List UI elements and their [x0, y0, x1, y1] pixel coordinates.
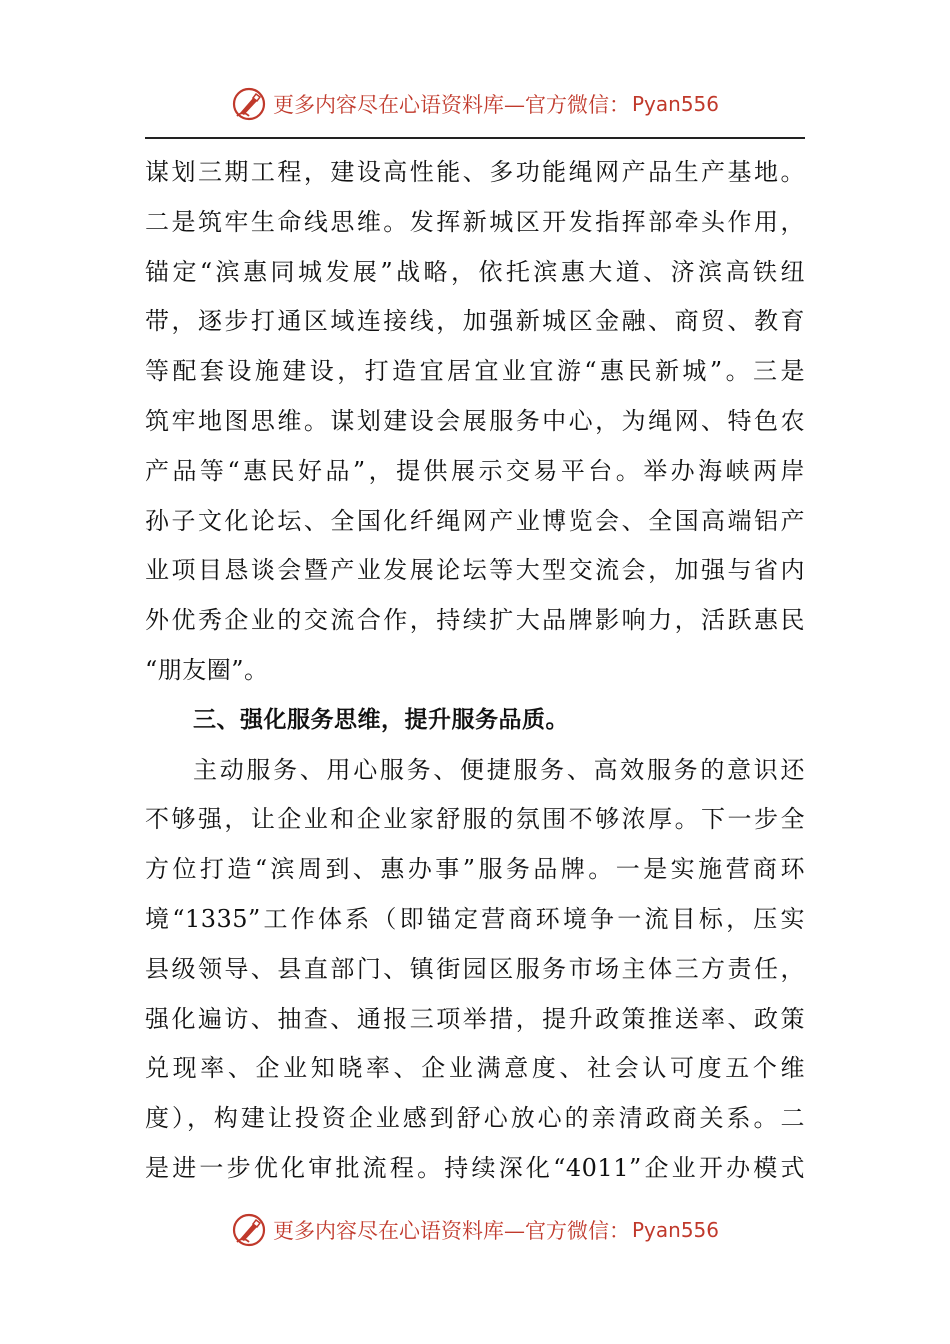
header-divider [145, 137, 805, 139]
body-line-14: 不够强，让企业和企业家舒服的氛围不够浓厚。下一步全 [145, 805, 805, 834]
footer-text: 更多内容尽在心语资料库—官方微信： [272, 1219, 630, 1243]
body-line-1: 谋划三期工程，建设高性能、多功能绳网产品生产基地。 [145, 158, 805, 186]
body-line-13: 主动服务、用心服务、便捷服务、高效服务的意识还 [193, 755, 805, 784]
body-line-21: 是进一步优化审批流程。持续深化“4011”企业开办模式 [145, 1153, 805, 1182]
body-line-6: 筑牢地图思维。谋划建设会展服务中心，为绳网、特色农 [145, 406, 805, 435]
body-line-5: 等配套设施建设，打造宜居宜业宜游“惠民新城”。三是 [145, 357, 805, 386]
body-line-18: 强化遍访、抽查、通报三项举措，提升政策推送率、政策 [145, 1004, 805, 1033]
footer-wechat-id: Pyan556 [631, 1218, 719, 1242]
section-heading: 三、强化服务思维，提升服务品质。 [193, 706, 569, 733]
pen-nib-logo-icon [231, 1212, 267, 1248]
body-line-19: 兑现率、企业知晓率、企业满意度、社会认可度五个维 [145, 1054, 805, 1083]
body-line-7: 产品等“惠民好品”，提供展示交易平台。举办海峡两岸 [145, 456, 805, 485]
pen-nib-logo-icon [231, 86, 267, 122]
body-line-20: 度），构建让投资企业感到舒心放心的亲清政商关系。二 [145, 1104, 805, 1133]
body-line-9: 业项目恳谈会暨产业发展论坛等大型交流会，加强与省内 [145, 556, 805, 585]
body-line-3: 锚定“滨惠同城发展”战略，依托滨惠大道、济滨高铁纽 [145, 257, 805, 286]
body-line-17: 县级领导、县直部门、镇街园区服务市场主体三方责任， [145, 954, 805, 983]
header-text: 更多内容尽在心语资料库—官方微信： [272, 93, 630, 117]
header-wechat-id: Pyan556 [631, 92, 719, 116]
body-line-10: 外优秀企业的交流合作，持续扩大品牌影响力，活跃惠民 [145, 606, 805, 635]
body-line-8: 孙子文化论坛、全国化纤绳网产业博览会、全国高端铝产 [145, 506, 805, 535]
body-line-16: 境“1335”工作体系（即锚定营商环境争一流目标，压实 [145, 904, 805, 933]
document-body [145, 148, 805, 1194]
body-line-11: “朋友圈”。 [145, 655, 269, 684]
body-line-2: 二是筑牢生命线思维。发挥新城区开发指挥部牵头作用， [145, 207, 805, 236]
footer-banner [0, 1210, 950, 1250]
header-banner [0, 84, 950, 124]
body-line-4: 带，逐步打通区域连接线，加强新城区金融、商贸、教育 [145, 307, 805, 336]
body-line-15: 方位打造“滨周到、惠办事”服务品牌。一是实施营商环 [145, 855, 805, 884]
